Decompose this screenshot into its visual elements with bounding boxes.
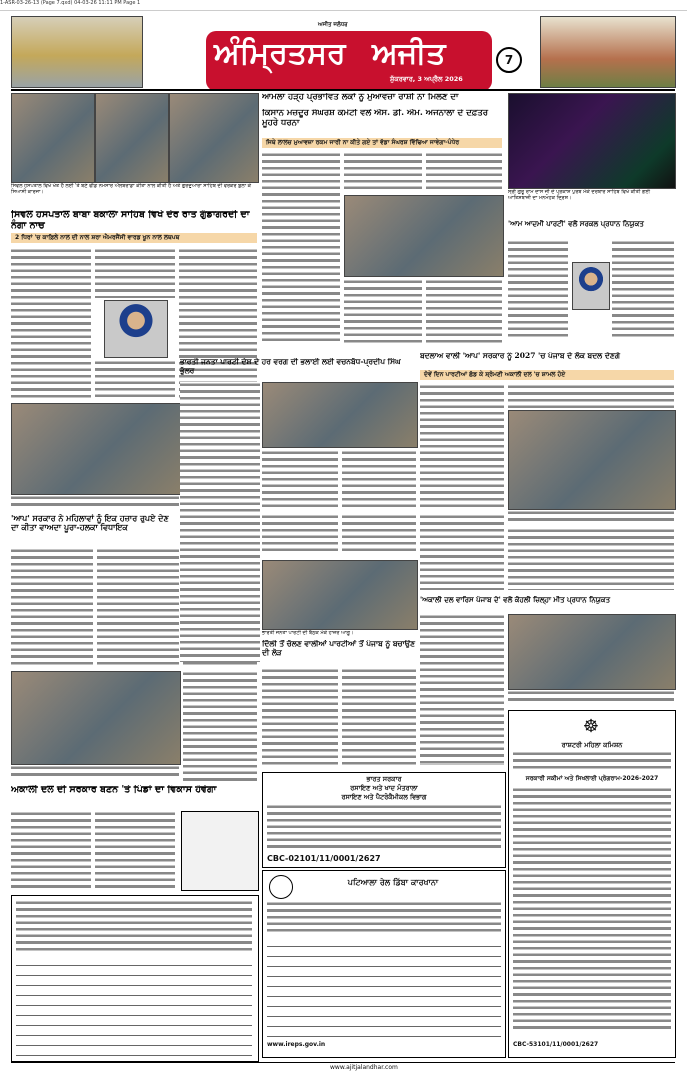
gov-ad-text [267, 804, 501, 852]
bjp-body-2 [262, 450, 338, 510]
punjab-headline-1: ਆਮਲਾ ਹੜ੍ਹ ਪ੍ਰਭਾਵਿਤ ਲੋਕਾਂ ਨੂੰ ਮੁਆਵਜ਼ਾ ਰਾਸ਼ੀ ਨਾ ਮਿਲਣ ਦਾ [262, 93, 459, 102]
delhi-body-2 [342, 668, 416, 768]
punjab-body-4 [344, 279, 422, 344]
joining-photo [508, 410, 676, 510]
left-body-3b [97, 548, 179, 666]
akali-district-body [420, 614, 504, 764]
aap-2027-headline: ਬਦਲਾਅ ਵਾਲੀ 'ਆਪ' ਸਰਕਾਰ ਨੂੰ 2027 'ਚ ਪੰਜਾਬ ਦੇ ਲੋਕ ਬਦਲ ਦੇਣਗੇ [420, 352, 620, 360]
page-slug: 1-ASR-03-26-13 (Page 7.qxd) 04-03-26 11:11 PM Page 1 [0, 0, 687, 11]
punjab-body-5 [426, 279, 502, 344]
left-photo-4 [11, 671, 181, 765]
footer-url: www.ajitjalandhar.com [330, 1064, 398, 1071]
left-tender-table [16, 956, 252, 1056]
railway-table [267, 937, 501, 1037]
right-ad-intro [513, 751, 671, 771]
footer-rule [11, 1062, 675, 1063]
hospital-body-1 [11, 248, 91, 398]
left-headline-3: 'ਆਪ' ਸਰਕਾਰ ਨੇ ਮਹਿਲਾਵਾਂ ਨੂੰ ਇਕ ਹਜ਼ਾਰ ਰੁਪਏ ਦੇਣ ਦਾ ਕੀਤਾ ਵਾਅਦਾ ਪੂਰਾ-ਹਲਕਾ ਵਿਧਾਇਕ [11, 514, 169, 533]
left-small-ad [181, 811, 259, 891]
circle-president-portrait [572, 262, 610, 310]
punjab-headline-2: ਕਿਸਾਨ ਮਜ਼ਦੂਰ ਸੰਘਰਸ਼ ਕਮੇਟੀ ਵਲੋਂ ਐਸ. ਡੀ. ਐਮ. ਅਜਨਾਲਾ ਦੇ ਦਫ਼ਤਰ ਮੂਹਰੇ ਧਰਨਾ [262, 109, 489, 128]
masthead-supplement: ਅਜੀਤ ਜਲੰਧਰ [318, 22, 348, 28]
railway-title: ਪਟਿਆਲਾ ਰੇਲ ਡਿੱਬਾ ਕਾਰਖਾਨਾ [347, 878, 439, 887]
left-body-3a [11, 548, 93, 666]
hospital-photo-1 [11, 93, 95, 183]
left-photo-4-caption [11, 765, 179, 779]
left-body-4side [183, 671, 257, 781]
page-number-badge [496, 47, 522, 73]
fireworks-caption: ਸ੍ਰੀ ਗੁਰੂ ਰਾਮ ਦਾਸ ਜੀ ਦੇ ਪ੍ਰਕਾਸ਼ ਪੁਰਬ ਮੌਕੇ ਦਰਬਾਰ ਸਾਹਿਬ ਵਿਖੇ ਕੀਤੀ ਗਈ ਆਤਿਸ਼ਬਾਜ਼ੀ ਦਾ ਮਨਮੋਹਕ ਦ੍ਰਿਸ਼। [508, 189, 651, 201]
railway-text [267, 901, 501, 933]
bjp-photo [262, 382, 418, 448]
joining-caption [508, 510, 674, 524]
gathering-photo [262, 560, 418, 630]
bjp-body-1 [180, 382, 260, 662]
delhi-headline: ਦਿੱਲੀ ਤੋਂ ਚੱਲਣ ਵਾਲੀਆਂ ਪਾਰਟੀਆਂ ਤੋਂ ਪੰਜਾਬ ਨੂੰ ਬਚਾਉਣ ਦੀ ਲੋੜ [262, 640, 416, 657]
akali-district-headline: 'ਅਕਾਲੀ ਦਲ ਵਾਰਿਸ ਪੰਜਾਬ ਦੇ' ਵਲੋਂ ਕੋਹਲੀ ਜ਼ਿਲ੍ਹਾ ਮੀਤ ਪ੍ਰਧਾਨ ਨਿਯੁਕਤ [420, 596, 611, 604]
left-headline-4: ਅਕਾਲੀ ਦਲ ਦੀ ਸਰਕਾਰ ਬਣਨ 'ਤੇ ਪਿੰਡਾਂ ਦਾ ਵਿਕਾਸ ਹੋਵੇਗਾ [11, 785, 217, 795]
dharna-photo [344, 195, 504, 277]
masthead-title-left: ਅੰਮ੍ਰਿਤਸਰ [214, 36, 346, 71]
railway-logo [269, 875, 293, 899]
right-body-1 [508, 240, 568, 340]
hospital-bullet: 2 ਧਿਰਾਂ 'ਚ ਕਾਫ਼ਿਲੇ ਨਾਲ ਦੀ ਨਾਲ ਸ਼ਰਾ ਐਮਰਜੈਂਸੀ ਵਾਰਡ ਖੂਨ ਨਾਲ ਲਥਪਥ [11, 233, 257, 243]
aap-2027-body-1 [420, 384, 504, 510]
gov-ad-title-1: ਭਾਰਤ ਸਰਕਾਰ [366, 775, 402, 783]
hospital-photo-3 [169, 93, 259, 183]
gov-ad-title-3: ਰਸਾਇਣ ਅਤੇ ਪੈਟਰੋਕੈਮੀਕਲ ਵਿਭਾਗ [341, 793, 427, 801]
left-body-4a [11, 811, 91, 891]
fireworks-photo [508, 93, 676, 189]
akali-district-photo [508, 614, 676, 690]
left-tender-text [16, 900, 252, 952]
hospital-photo-caption: ਸਿਵਲ ਹਸਪਤਾਲ ਵਿਖੇ ਖੇਤ ਹੈ ਲਈ 'ਤੇ ਬਣੇ ਫੀਡ ਨਮਸਾਰ ਅੱਲਬਰਾਡਾ ਕੀਤਾ ਨਾਲ ਕੀਤੀ ਹੈ ਅਤੇ ਗੁਰਦੁਆਰਾ ਸਾਹਿਬ ਦੀ ਵਰਕਰ ਬੁਲਾ ਕੇ ਸਿਆਸੀ ਕਾਰਜਾ। [11, 183, 252, 195]
aap-2027-body-4 [508, 528, 674, 590]
gov-ad-code: CBC-02101/11/0001/2627 [267, 854, 381, 863]
bjp-body-5 [342, 514, 416, 554]
gathering-caption: ਭਾਰਤੀ ਜਨਤਾ ਪਾਰਟੀ ਦੀ ਬੈਠਕ ਮੌਕੇ ਹਾਜ਼ਰ ਆਗੂ। [262, 630, 354, 636]
right-gov-ad [508, 710, 676, 1058]
right-ad-title: ਸਰਕਾਰੀ ਸਕੀਮਾਂ ਅਤੇ ਸਿਖਲਾਈ ਪ੍ਰੋਗਰਾਮ-2026-2027 [525, 775, 659, 782]
left-body-4b [95, 811, 175, 891]
right-ad-code: CBC-53101/11/0001/2627 [513, 1041, 599, 1048]
right-ad-text [513, 787, 671, 1033]
masthead-date: ਸ਼ੁੱਕਰਵਾਰ, 3 ਅਪ੍ਰੈਲ 2026 [390, 75, 463, 83]
left-tender-box [11, 895, 259, 1062]
punjab-body-1 [262, 152, 340, 342]
bjp-body-3 [342, 450, 416, 510]
page-number: 7 [504, 53, 514, 67]
hospital-body-3 [95, 360, 175, 398]
reporter-portrait [104, 300, 168, 358]
railway-ad [262, 870, 506, 1058]
delhi-body-1 [262, 668, 338, 768]
aap-2027-body-3 [420, 514, 504, 590]
masthead-rule [11, 89, 675, 91]
bjp-headline: ਭਾਰਤੀ ਜਨਤਾ ਪਾਰਟੀ ਦੇਸ਼ ਦੇ ਹਰ ਵਰਗ ਦੀ ਭਲਾਈ ਲਈ ਵਚਨਬੱਧ-ਪ੍ਰਦੀਪ ਸਿੰਘ ਭੁੱਲਰ [180, 358, 401, 375]
bjp-body-4 [262, 514, 338, 554]
punjab-body-3 [426, 152, 502, 192]
masthead-title-right: ਅਜੀਤ [372, 36, 446, 71]
emblem-icon: ☸ [582, 716, 600, 737]
golden-temple-photo [11, 16, 143, 88]
punjab-bullet: ਜਿਥੇ ਲਾਲਚ ਮੁਆਵਜ਼ਾ ਰਕਮ ਜਾਰੀ ਨਾ ਕੀਤੇ ਗਏ ਤਾਂ ਵੱਡਾ ਸੰਘਰਸ਼ ਵਿੱਢਿਆ ਜਾਵੇਗਾ-ਪੰਧੇਰ [262, 138, 502, 148]
monument-photo [540, 16, 676, 88]
right-ad-head: ਰਾਸ਼ਟਰੀ ਮਹਿਲਾ ਕਮਿਸ਼ਨ [561, 741, 623, 749]
hospital-body-2 [95, 248, 175, 298]
hospital-photo-2 [95, 93, 169, 183]
left-group-photo [11, 403, 181, 495]
aap-2027-bullet: ਦੋਵੇਂ ਦਿਨ ਪਾਰਟੀਆਂ ਛੱਡ ਕੇ ਸ਼੍ਰੋਮਣੀ ਅਕਾਲੀ ਦਲ 'ਚ ਸ਼ਾਮਲ ਹੋਏ [420, 370, 674, 380]
railway-url: www.ireps.gov.in [267, 1041, 326, 1048]
right-body-2 [612, 240, 674, 340]
left-group-caption [11, 495, 179, 509]
punjab-body-2 [344, 152, 422, 192]
aap-2027-body-2 [508, 384, 674, 408]
gov-ad-title-2: ਰਸਾਇਣ ਅਤੇ ਖਾਦ ਮੰਤਰਾਲਾ [350, 784, 418, 792]
gov-ad [262, 772, 506, 868]
akali-district-caption [508, 690, 674, 704]
right-headline-1: 'ਆਮ ਆਦਮੀ ਪਾਰਟੀ' ਵਲੋਂ ਸਰਕਲ ਪ੍ਰਧਾਨ ਨਿਯੁਕਤ [508, 220, 644, 228]
hospital-headline: ਸਿਵਲ ਹਸਪਤਾਲ ਬਾਬਾ ਬਕਾਲਾ ਸਾਹਿਬ ਵਿਖੇ ਦੇਰ ਰਾਤ ਗੁੰਡਾਗਰਦੀ ਦਾ ਨੰਗਾ ਨਾਚ [11, 210, 250, 230]
